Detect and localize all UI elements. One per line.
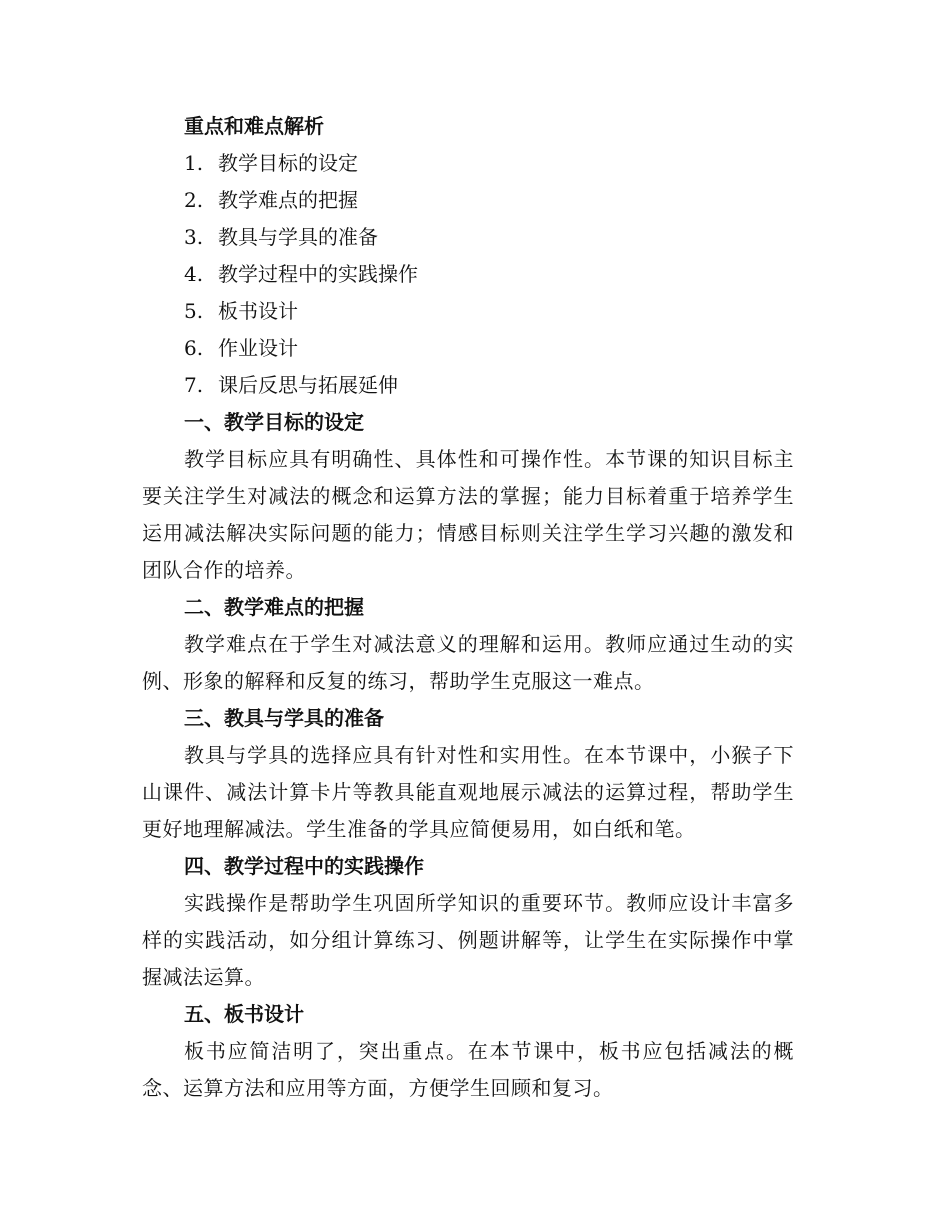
toc-text: 作业设计 [218, 336, 298, 360]
section-title: 四、教学过程中的实践操作 [184, 854, 424, 878]
section-body: 教学目标应具有明确性、具体性和可操作性。本节课的知识目标主要关注学生对减法的概念和运算方法的掌握；能力目标着重于培养学生运用减法解决实际问题的能力；情感目标则关注学生学习兴趣的激发和团队合作的培养。 [142, 447, 794, 582]
section-teaching-difficulties [142, 589, 794, 700]
toc-number: 1. [184, 151, 204, 175]
toc-item [142, 219, 794, 256]
toc-number: 4. [184, 262, 204, 286]
toc-item [142, 367, 794, 404]
toc-item [142, 256, 794, 293]
section-blackboard-design [142, 996, 794, 1107]
section-title: 二、教学难点的把握 [184, 595, 364, 619]
section-title: 五、板书设计 [184, 1002, 304, 1026]
section-teaching-aids [142, 700, 794, 848]
toc-text: 教学难点的把握 [218, 188, 358, 212]
toc-text: 教学目标的设定 [218, 151, 358, 175]
toc-text: 教学过程中的实践操作 [218, 262, 418, 286]
section-teaching-objectives [142, 404, 794, 589]
toc-item [142, 145, 794, 182]
section-body: 板书应简洁明了，突出重点。在本节课中，板书应包括减法的概念、运算方法和应用等方面，方便学生回顾和复习。 [142, 1039, 794, 1100]
toc-text: 教具与学具的准备 [218, 225, 378, 249]
toc-number: 5. [184, 299, 204, 323]
toc-item [142, 182, 794, 219]
section-practice-operations [142, 848, 794, 996]
toc-number: 6. [184, 336, 204, 360]
section-body: 教学难点在于学生对减法意义的理解和运用。教师应通过生动的实例、形象的解释和反复的练习，帮助学生克服这一难点。 [142, 632, 794, 693]
toc-text: 板书设计 [218, 299, 298, 323]
toc-number: 2. [184, 188, 204, 212]
table-of-contents [142, 145, 794, 404]
document-title: 重点和难点解析 [184, 114, 324, 138]
section-body: 实践操作是帮助学生巩固所学知识的重要环节。教师应设计丰富多样的实践活动，如分组计算练习、例题讲解等，让学生在实际操作中掌握减法运算。 [142, 891, 794, 989]
document-page [142, 108, 794, 1107]
section-title: 一、教学目标的设定 [184, 410, 364, 434]
toc-number: 3. [184, 225, 204, 249]
toc-item [142, 330, 794, 367]
section-title: 三、教具与学具的准备 [184, 706, 384, 730]
toc-number: 7. [184, 373, 204, 397]
toc-text: 课后反思与拓展延伸 [218, 373, 398, 397]
toc-item [142, 293, 794, 330]
section-body: 教具与学具的选择应具有针对性和实用性。在本节课中，小猴子下山课件、减法计算卡片等教具能直观地展示减法的运算过程，帮助学生更好地理解减法。学生准备的学具应简便易用，如白纸和笔。 [142, 743, 794, 841]
